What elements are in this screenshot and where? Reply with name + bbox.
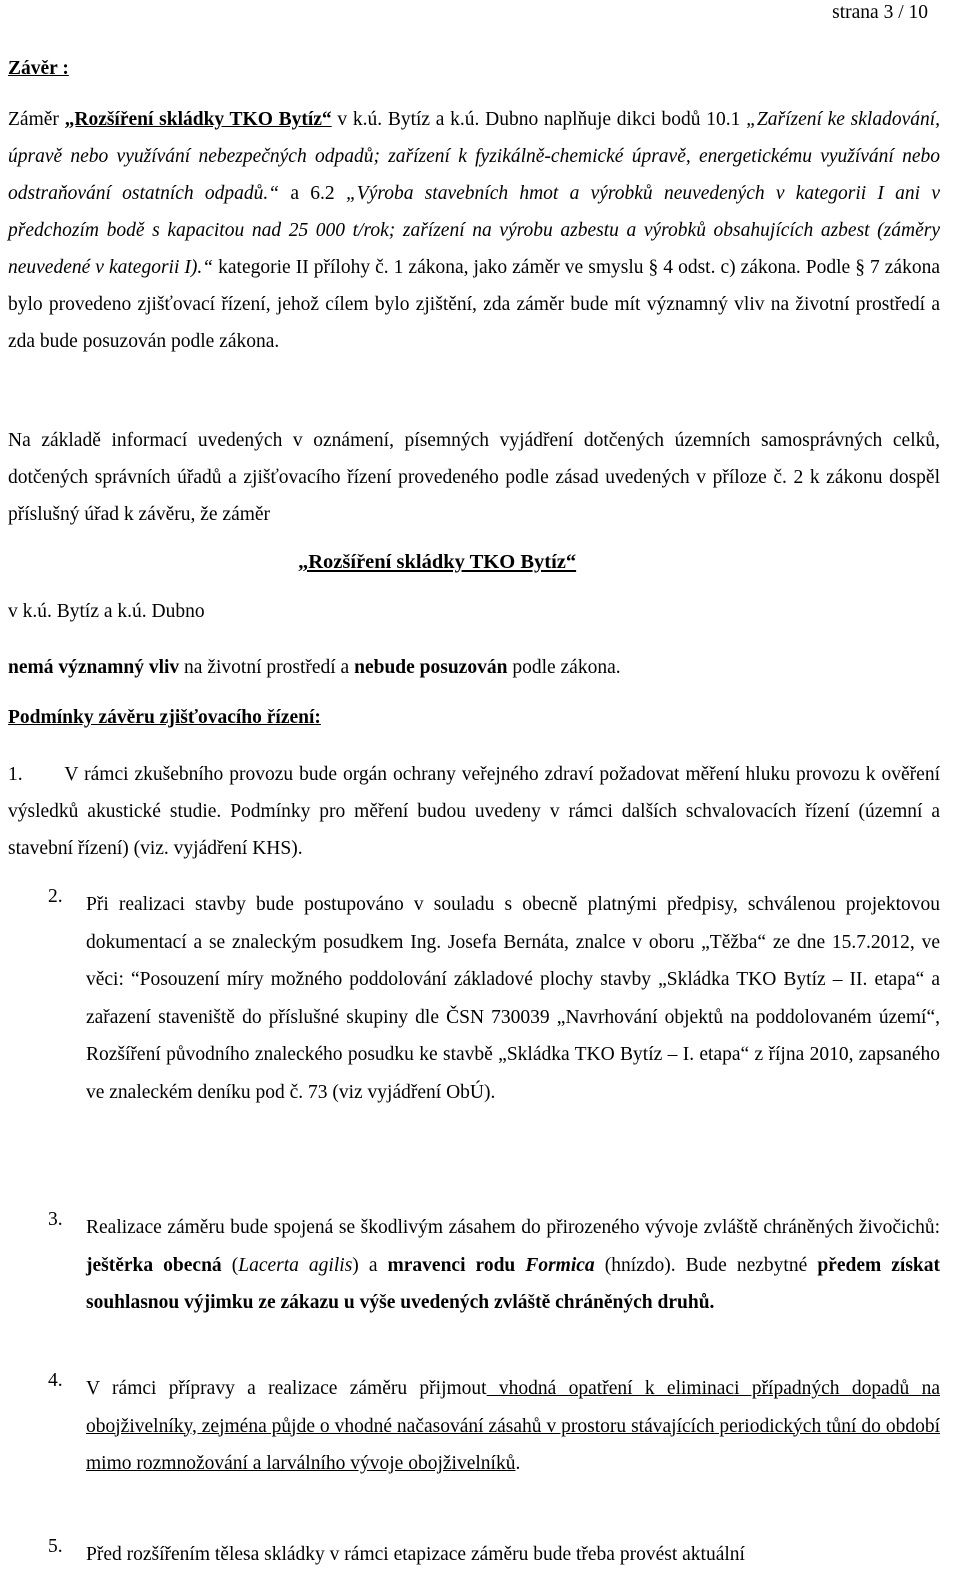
condition-1-text: V rámci zkušebního provozu bude orgán ochrany veřejného zdraví požadovat měření hluku provozu k ověření výsledků akustické studie. Podmínky pro měření budou uvedeny v rámci dalších schvalovacích řízení (územní a stavební řízení) (viz. vyjádření KHS). <box>8 764 941 859</box>
condition-3-text-2: ( <box>221 1254 239 1276</box>
verdict-text-1: na životní prostředí a <box>179 657 355 678</box>
condition-4-number: 4. <box>48 1370 63 1391</box>
intro-text-1: Záměr <box>8 109 65 130</box>
condition-1 <box>8 756 940 867</box>
condition-4-text-2: . <box>515 1453 521 1474</box>
condition-2-number: 2. <box>48 886 63 907</box>
verdict-not-assessed: nebude posuzován <box>354 657 508 678</box>
page-number: strana 3 / 10 <box>832 2 928 23</box>
condition-3-text <box>86 1209 940 1322</box>
project-title: „Rozšíření skládky TKO Bytíz“ <box>298 551 577 573</box>
verdict-text-2: podle zákona. <box>507 657 621 678</box>
category-10-1-description: „Zařízení ke skladování, úpravě nebo využívání nebezpečných odpadů; zařízení k fyzikálně-chemické úpravě, energetickému využívání nebo odstraňování ostatních odpadů.“ <box>8 109 941 204</box>
condition-3-text-4: (hnízdo). Bude nezbytné <box>594 1254 818 1276</box>
intro-text-2: v k.ú. Bytíz a k.ú. Dubno naplňuje dikci bodů 10.1 <box>331 109 747 130</box>
project-location: v k.ú. Bytíz a k.ú. Dubno <box>8 601 205 622</box>
condition-4-text-1: V rámci přípravy a realizace záměru přijmout <box>86 1378 487 1399</box>
verdict <box>8 657 621 679</box>
category-6-2-description: „Výroba stavebních hmot a výrobků neuvedených v kategorii I ani v předchozím bodě s kapacitou nad 25 000 t/rok; zařízení na výrobu azbestu a výrobků obsahujících azbest (záměry neuvedené v kategorii I).“ <box>8 183 940 278</box>
conclusion-heading: Závěr : <box>8 58 69 79</box>
condition-4-text <box>86 1370 940 1483</box>
species-lizard: ještěrka obecná <box>86 1254 222 1276</box>
species-lizard-latin: Lacerta agilis <box>238 1254 353 1276</box>
intro-text-3: a 6.2 <box>279 183 346 204</box>
conditions-heading: Podmínky závěru zjišťovacího řízení: <box>8 707 321 728</box>
intro-text-4: kategorie II přílohy č. 1 zákona, jako záměr ve smyslu § 4 odst. c) zákona. Podle § 7 zákona bylo provedeno zjišťovací řízení, jehož cílem bylo zjištění, zda záměr bude mít významný vliv na životní prostředí a zda bude posuzován podle zákona. <box>8 257 940 352</box>
verdict-no-impact: nemá významný vliv <box>8 657 180 678</box>
condition-5-number: 5. <box>48 1536 63 1557</box>
intro-paragraph <box>8 101 940 360</box>
condition-3-number: 3. <box>48 1209 63 1230</box>
condition-3-text-1: Realizace záměru bude spojená se škodlivým zásahem do přirozeného vývoje zvláště chráněných živočichů: <box>86 1217 940 1238</box>
condition-1-number: 1. <box>8 764 23 785</box>
project-name-inline: „Rozšíření skládky TKO Bytíz“ <box>64 109 332 130</box>
species-ants-genus: Formica <box>525 1254 595 1276</box>
amphibian-measures: vhodná opatření k eliminaci případných dopadů na obojživelníky, zejména půjde o vhodné načasování zásahů v prostoru stávajících periodických tůní do období mimo rozmnožování a larválního vývoje obojživelníků <box>86 1378 940 1474</box>
condition-2-text: Při realizaci stavby bude postupováno v souladu s obecně platnými předpisy, schválenou projektovou dokumentací a se znaleckým posudkem Ing. Josefa Bernáta, znalce v oboru „Těžba“ ze dne 15.7.2012, ve věci: “Posouzení míry možného poddolování základové plochy stavby „Skládka TKO Bytíz – II. etapa“ a zařazení staveniště do příslušné skupiny dle ČSN 730039 „Navrhování objektů na poddolovaném území“, Rozšíření původního znaleckého posudku ke stavbě „Skládka TKO Bytíz – I. etapa“ z října 2010, zapsaného ve znaleckém deníku pod č. 73 (viz vyjádření ObÚ). <box>86 894 940 1103</box>
exemption-requirement: předem získat souhlasnou výjimku ze zákazu u výše uvedených zvláště chráněných druhů. <box>86 1254 941 1313</box>
species-ants: mravenci rodu <box>387 1254 526 1276</box>
condition-5-text: Před rozšířením tělesa skládky v rámci etapizace záměru bude třeba provést aktuální <box>86 1544 745 1565</box>
condition-3-text-3: ) a <box>352 1254 388 1276</box>
info-paragraph: Na základě informací uvedených v oznámení, písemných vyjádření dotčených územních samosprávných celků, dotčených správních úřadů a zjišťovacího řízení provedeného podle zásad uvedených v příloze č. 2 k zákonu dospěl příslušný úřad k závěru, že záměr <box>8 430 940 525</box>
